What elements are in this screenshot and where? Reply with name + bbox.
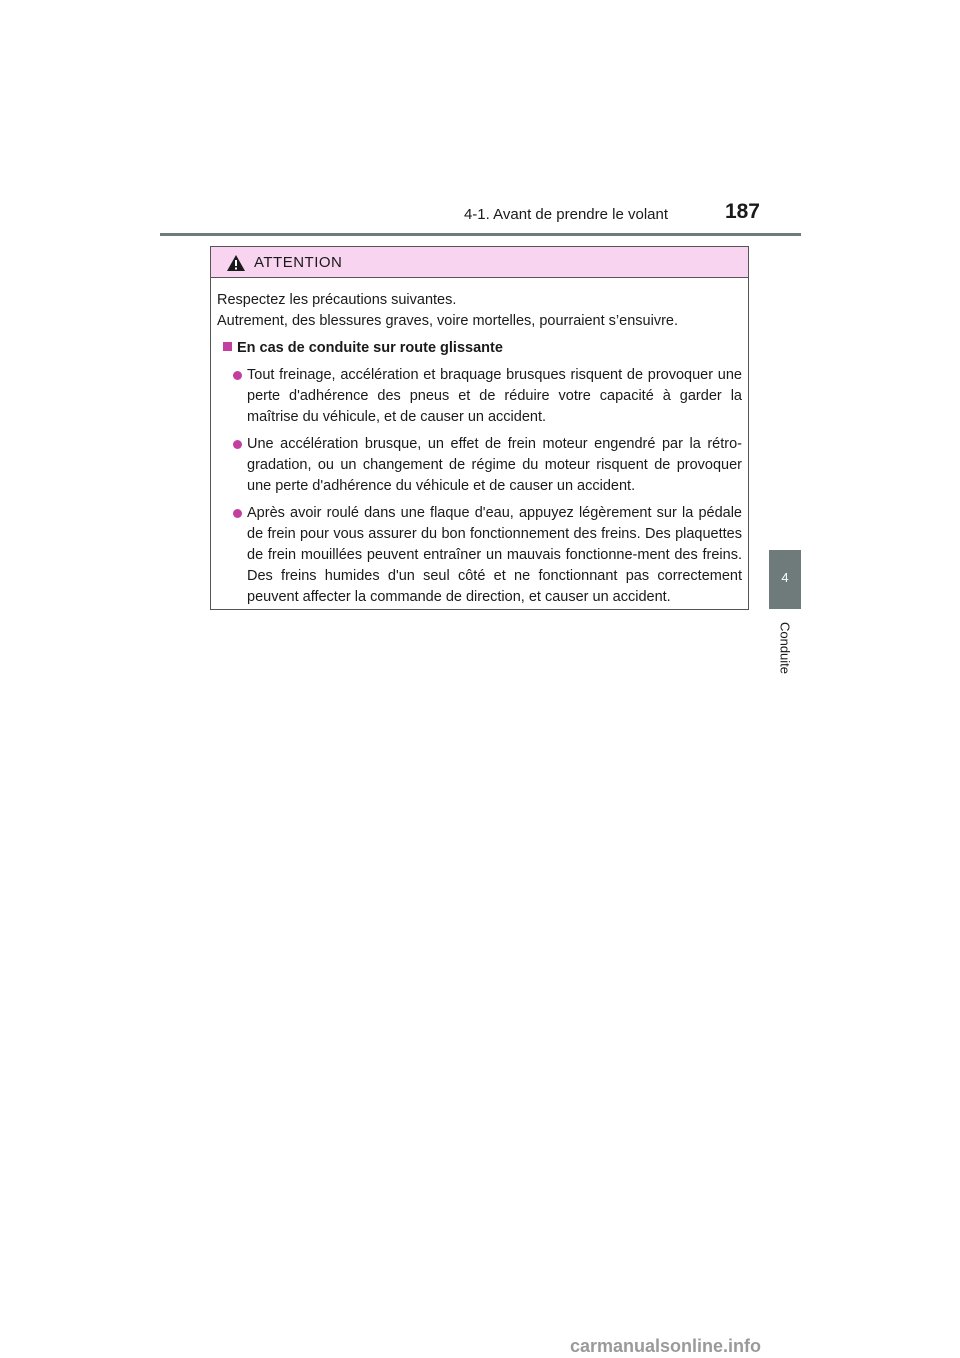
circle-bullet-icon xyxy=(233,371,242,380)
intro-line: Respectez les précautions suivantes. xyxy=(217,292,457,308)
circle-bullet-icon xyxy=(233,440,242,449)
subheading-text: En cas de conduite sur route glissante xyxy=(237,340,503,356)
list-item-text: Tout freinage, accélération et braquage brusques risquent de provoquer une perte d'adhérence des pneus et de réduire votre capacité à garder la maîtrise du véhicule, et de causer un accident. xyxy=(247,367,742,425)
circle-bullet-icon xyxy=(233,509,242,518)
list-item xyxy=(217,503,742,608)
chapter-number: 4 xyxy=(781,570,789,585)
intro-line: Autrement, des blessures graves, voire mortelles, pourraient s’ensuivre. xyxy=(217,313,678,329)
header-rule xyxy=(160,233,801,236)
list-item-text: Une accélération brusque, un effet de frein moteur engendré par la rétro-gradation, ou un changement de régime du moteur risquent de provoquer une perte d'adhérence du véhicule et de causer un accident. xyxy=(247,436,742,494)
warning-header xyxy=(211,247,748,278)
section-title: 4-1. Avant de prendre le volant xyxy=(463,206,668,223)
list-item xyxy=(217,434,742,497)
warning-list xyxy=(217,365,742,608)
page-number: 187 xyxy=(724,200,760,223)
warning-intro xyxy=(217,290,742,332)
chapter-label: Conduite xyxy=(777,621,793,675)
footer-watermark: carmanualsonline.info xyxy=(570,1336,762,1356)
warning-title: ATTENTION xyxy=(254,254,343,271)
warning-triangle-icon xyxy=(226,254,246,272)
warning-body xyxy=(211,278,748,608)
warning-box xyxy=(210,246,749,610)
square-bullet-icon xyxy=(223,342,232,351)
list-item-text: Après avoir roulé dans une flaque d'eau, appuyez légèrement sur la pédale de frein pour vous assurer du bon fonctionnement des freins. Des plaquettes de frein mouillées peuvent entraîner un mauvais fonctionne-ment des freins. Des freins humides d'un seul côté et ne fonctionnant pas correctement peuvent affecter la commande de direction, et causer un accident. xyxy=(247,505,742,605)
page-header xyxy=(160,200,800,236)
warning-subheading xyxy=(217,338,742,359)
list-item xyxy=(217,365,742,428)
chapter-tab xyxy=(769,550,801,609)
